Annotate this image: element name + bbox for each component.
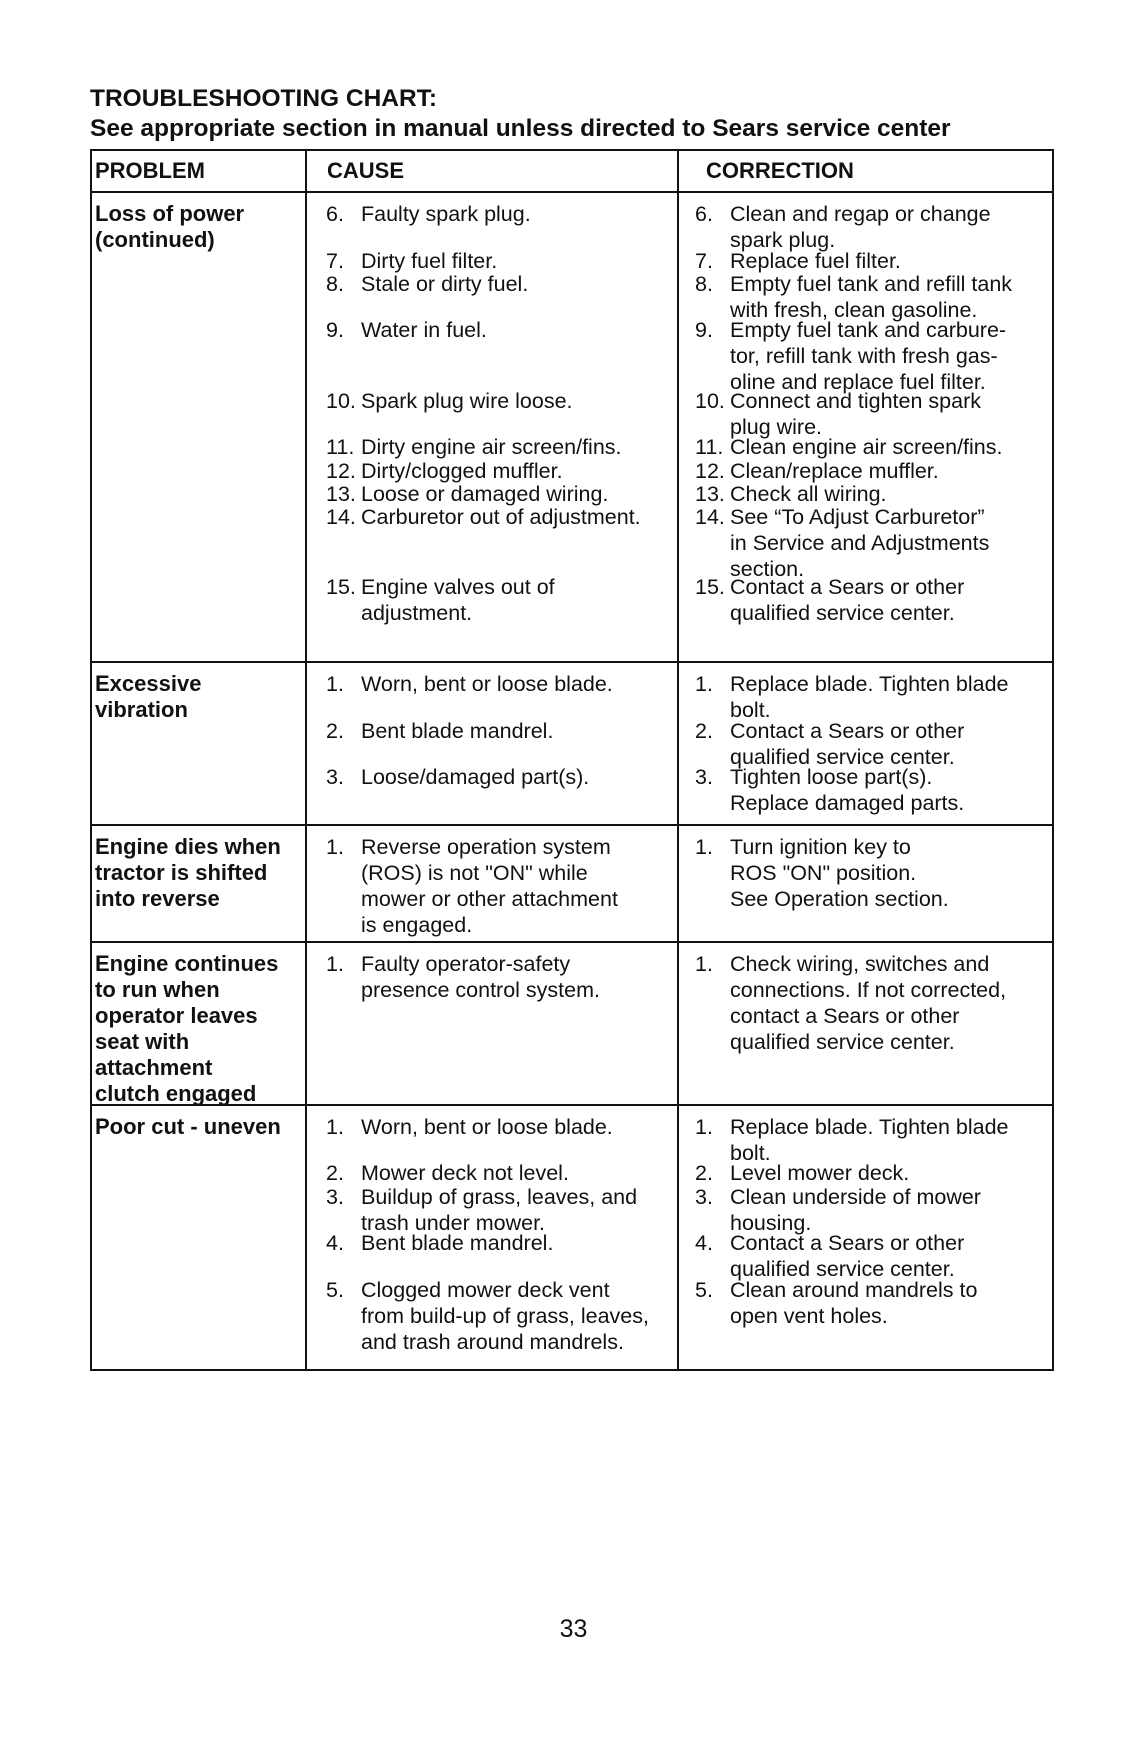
correction-item-number: 15.	[695, 575, 725, 599]
cause-item-number: 14.	[326, 505, 356, 529]
cause-item-text: Reverse operation system (ROS) is not "ON" while mower or other attachment is engaged.	[361, 835, 618, 937]
correction-item-text: Turn ignition key to ROS "ON" position. See Operation section.	[730, 835, 949, 911]
correction-item-number: 1.	[695, 672, 713, 696]
correction-item-number: 1.	[695, 952, 713, 976]
correction-item-number: 12.	[695, 459, 725, 483]
correction-item-number: 1.	[695, 1115, 713, 1139]
correction-item	[688, 834, 1050, 912]
header-cause: CAUSE	[307, 151, 679, 191]
header-problem: PROBLEM	[92, 151, 307, 191]
cause-item	[319, 271, 675, 297]
cause-item-text: Spark plug wire loose.	[361, 389, 573, 413]
table-row	[92, 1104, 1052, 1369]
correction-item-text: Tighten loose part(s). Replace damaged parts.	[730, 765, 965, 815]
correction-item-number: 5.	[695, 1278, 713, 1302]
correction-item	[688, 764, 1050, 816]
cause-item-number: 4.	[326, 1231, 344, 1255]
correction-item-text: Check wiring, switches and connections. If not corrected, contact a Sears or other qualified service center.	[730, 952, 1007, 1054]
correction-cell	[679, 826, 1052, 941]
cause-item	[319, 671, 675, 697]
table-header-row	[92, 151, 1052, 191]
cause-item-text: Faulty operator-safety presence control system.	[361, 952, 600, 1002]
cause-item	[319, 1114, 675, 1140]
header-correction: CORRECTION	[706, 158, 854, 183]
page-heading	[90, 84, 1070, 144]
correction-item-text: Empty fuel tank and carbure- tor, refill tank with fresh gas- oline and replace fuel filter.	[730, 318, 1007, 394]
correction-item	[688, 951, 1050, 1055]
chart-subtitle: See appropriate section in manual unless directed to Sears service center	[90, 115, 951, 142]
problem-cell: Engine continues to run when operator leaves seat with attachment clutch engaged	[92, 943, 307, 1104]
correction-item-number: 8.	[695, 272, 713, 296]
correction-item-text: Check all wiring.	[730, 482, 887, 506]
cause-item-number: 3.	[326, 1185, 344, 1209]
cause-item-text: Bent blade mandrel.	[361, 1231, 554, 1255]
correction-item-text: Empty fuel tank and refill tank with fresh, clean gasoline.	[730, 272, 1013, 322]
cause-item-text: Mower deck not level.	[361, 1161, 569, 1185]
cause-cell	[307, 193, 679, 661]
correction-item	[688, 1114, 1050, 1166]
cause-item-number: 13.	[326, 482, 356, 506]
correction-item	[688, 1277, 1050, 1329]
cause-item-text: Dirty engine air screen/fins.	[361, 435, 622, 459]
correction-item-number: 1.	[695, 835, 713, 859]
cause-item	[319, 1160, 675, 1186]
cause-item-number: 2.	[326, 719, 344, 743]
correction-item-text: Replace fuel filter.	[730, 249, 901, 273]
problem-cell: Engine dies when tractor is shifted into reverse	[92, 826, 307, 941]
table-row	[92, 661, 1052, 824]
cause-item-text: Stale or dirty fuel.	[361, 272, 529, 296]
cause-item	[319, 834, 675, 938]
correction-item	[688, 1184, 1050, 1236]
cause-item-number: 2.	[326, 1161, 344, 1185]
correction-item-text: Contact a Sears or other qualified service center.	[730, 1231, 965, 1281]
correction-item	[688, 201, 1050, 253]
cause-item-number: 1.	[326, 1115, 344, 1139]
cause-item-number: 6.	[326, 202, 344, 226]
cause-item-text: Worn, bent or loose blade.	[361, 672, 613, 696]
correction-item-number: 13.	[695, 482, 725, 506]
table-body	[92, 191, 1052, 1369]
correction-item-text: Clean/replace muffler.	[730, 459, 939, 483]
correction-cell	[679, 663, 1052, 824]
cause-cell	[307, 826, 679, 941]
cause-item-text: Loose or damaged wiring.	[361, 482, 609, 506]
cause-item-text: Dirty fuel filter.	[361, 249, 498, 273]
cause-cell	[307, 1106, 679, 1369]
correction-item	[688, 434, 1050, 460]
correction-item	[688, 271, 1050, 323]
cause-item	[319, 574, 675, 626]
cause-item	[319, 951, 675, 1003]
correction-item	[688, 504, 1050, 582]
correction-item	[688, 671, 1050, 723]
correction-item-number: 11.	[695, 435, 724, 459]
cause-item-number: 10.	[326, 389, 356, 413]
cause-item-number: 1.	[326, 835, 344, 859]
correction-item	[688, 574, 1050, 626]
correction-item-text: See “To Adjust Carburetor” in Service and Adjustments section.	[730, 505, 990, 581]
cause-item-number: 15.	[326, 575, 356, 599]
correction-item-text: Clean around mandrels to open vent holes.	[730, 1278, 978, 1328]
problem-cell: Excessive vibration	[92, 663, 307, 824]
correction-item-number: 2.	[695, 1161, 713, 1185]
cause-cell	[307, 943, 679, 1104]
cause-item-number: 1.	[326, 672, 344, 696]
cause-item-number: 9.	[326, 318, 344, 342]
cause-item-number: 5.	[326, 1278, 344, 1302]
cause-item	[319, 201, 675, 227]
problem-cell: Poor cut - uneven	[92, 1106, 307, 1369]
correction-cell	[679, 1106, 1052, 1369]
cause-item	[319, 718, 675, 744]
correction-item-number: 3.	[695, 765, 713, 789]
correction-item-text: Clean underside of mower housing.	[730, 1185, 981, 1235]
correction-item-number: 9.	[695, 318, 713, 342]
correction-item	[688, 1230, 1050, 1282]
correction-item	[688, 388, 1050, 440]
cause-item-text: Worn, bent or loose blade.	[361, 1115, 613, 1139]
correction-item-number: 10.	[695, 389, 725, 413]
correction-item-number: 3.	[695, 1185, 713, 1209]
correction-item-text: Connect and tighten spark plug wire.	[730, 389, 981, 439]
correction-item	[688, 317, 1050, 395]
correction-cell	[679, 193, 1052, 661]
cause-item-number: 12.	[326, 459, 356, 483]
cause-item	[319, 764, 675, 790]
cause-item-text: Carburetor out of adjustment.	[361, 505, 641, 529]
cause-item-number: 3.	[326, 765, 344, 789]
correction-item-number: 4.	[695, 1231, 713, 1255]
cause-item	[319, 1230, 675, 1256]
cause-item	[319, 434, 675, 460]
correction-item-number: 14.	[695, 505, 725, 529]
cause-item-text: Bent blade mandrel.	[361, 719, 554, 743]
correction-item-number: 6.	[695, 202, 713, 226]
cause-item-number: 8.	[326, 272, 344, 296]
cause-item-text: Water in fuel.	[361, 318, 487, 342]
correction-item-text: Contact a Sears or other qualified service center.	[730, 719, 965, 769]
cause-item	[319, 1277, 675, 1355]
correction-item-text: Replace blade. Tighten blade bolt.	[730, 1115, 1009, 1165]
cause-item-text: Dirty/clogged muffler.	[361, 459, 563, 483]
correction-item	[688, 718, 1050, 770]
cause-item-number: 11.	[326, 435, 355, 459]
cause-item	[319, 504, 675, 530]
correction-item-text: Clean engine air screen/fins.	[730, 435, 1003, 459]
table-row	[92, 191, 1052, 661]
correction-cell	[679, 943, 1052, 1104]
cause-cell	[307, 663, 679, 824]
correction-item-number: 2.	[695, 719, 713, 743]
cause-item-number: 7.	[326, 249, 344, 273]
correction-item	[688, 1160, 1050, 1186]
cause-item	[319, 388, 675, 414]
page-number: 33	[559, 1615, 588, 1643]
cause-item	[319, 317, 675, 343]
correction-item-text: Clean and regap or change spark plug.	[730, 202, 991, 252]
table-row	[92, 941, 1052, 1104]
correction-item-number: 7.	[695, 249, 713, 273]
cause-item-text: Buildup of grass, leaves, and trash under mower.	[361, 1185, 638, 1235]
cause-item-text: Clogged mower deck vent from build-up of grass, leaves, and trash around mandrels.	[361, 1278, 649, 1354]
cause-item-text: Engine valves out of adjustment.	[361, 575, 555, 625]
correction-item-text: Contact a Sears or other qualified service center.	[730, 575, 965, 625]
problem-cell: Loss of power (continued)	[92, 193, 307, 661]
cause-item-number: 1.	[326, 952, 344, 976]
chart-title: TROUBLESHOOTING CHART:	[90, 85, 438, 112]
correction-item-text: Replace blade. Tighten blade bolt.	[730, 672, 1009, 722]
table-row	[92, 824, 1052, 941]
cause-item-text: Faulty spark plug.	[361, 202, 531, 226]
cause-item-text: Loose/damaged part(s).	[361, 765, 590, 789]
cause-item	[319, 1184, 675, 1236]
troubleshooting-table	[90, 149, 1054, 1371]
correction-item-text: Level mower deck.	[730, 1161, 910, 1185]
